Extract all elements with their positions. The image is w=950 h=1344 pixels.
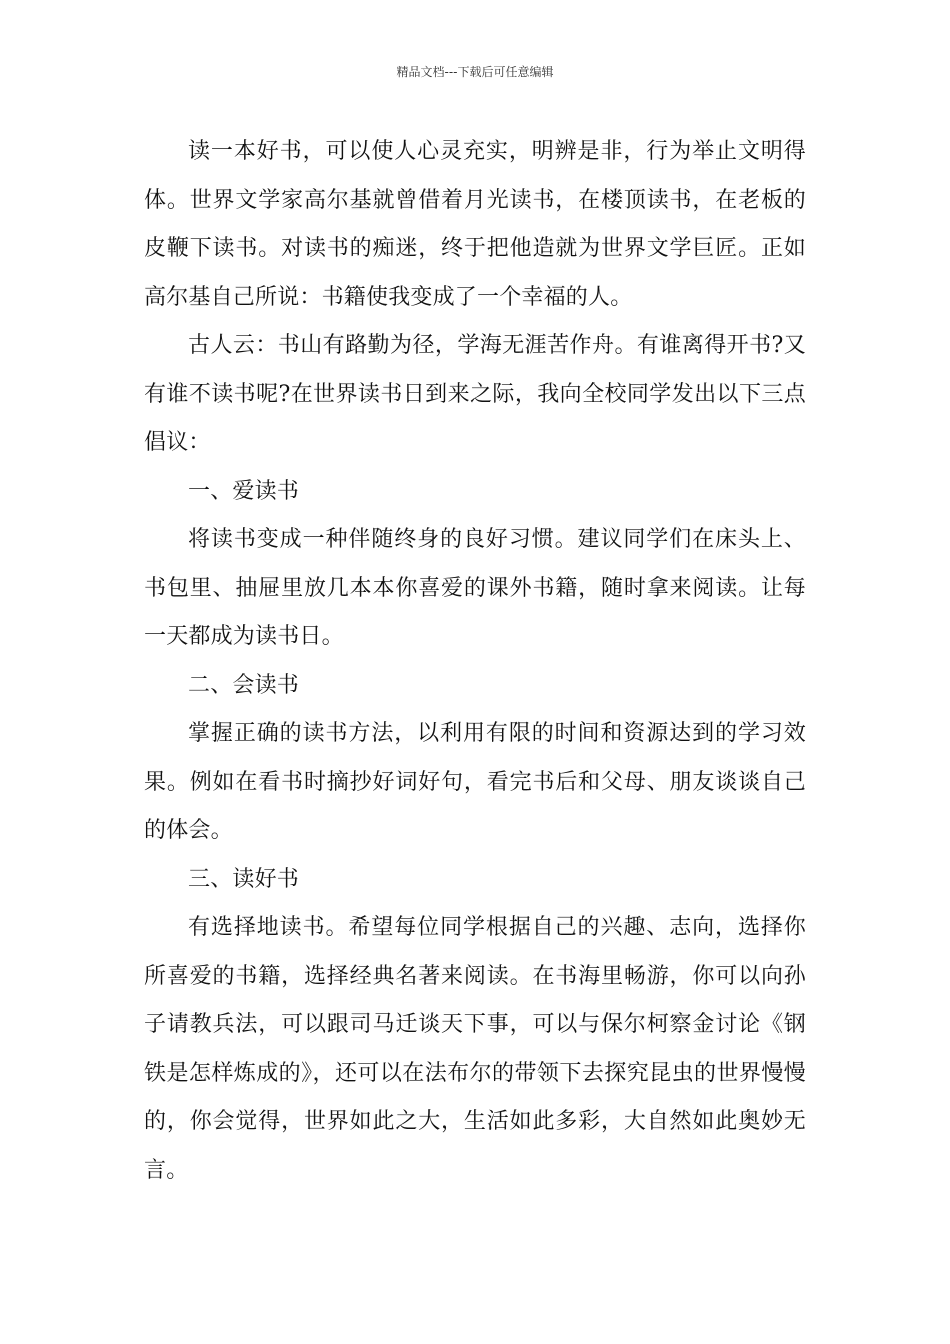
page-header: 精品文档---下载后可任意编辑: [396, 65, 554, 79]
paragraph-love-reading: 将读书变成一种伴随终身的良好习惯。建议同学们在床头上、书包里、抽屉里放几本本你喜爱的课外书籍，随时拿来阅读。让每一天都成为读书日。: [144, 527, 806, 649]
heading-read-well: 二、会读书: [188, 672, 300, 698]
document-body: [144, 128, 806, 1195]
paragraph-intro: 读一本好书，可以使人心灵充实，明辨是非，行为举止文明得体。世界文学家高尔基就曾借着月光读书，在楼顶读书，在老板的皮鞭下读书。对读书的痴迷，终于把他造就为世界文学巨匠。正如高尔基自己所说：书籍使我变成了一个幸福的人。: [144, 139, 806, 310]
paragraph-good-books: 有选择地读书。希望每位同学根据自己的兴趣、志向，选择你所喜爱的书籍，选择经典名著来阅读。在书海里畅游，你可以向孙子请教兵法，可以跟司马迁谈天下事，可以与保尔柯察金讨论《钢铁是怎样炼成的》，还可以在法布尔的带领下去探究昆虫的世界慢慢的，你会觉得，世界如此之大，生活如此多彩，大自然如此奥妙无言。: [144, 915, 806, 1183]
paragraph-proposal: 古人云：书山有路勤为径，学海无涯苦作舟。有谁离得开书?又有谁不读书呢?在世界读书日到来之际，我向全校同学发出以下三点倡议：: [144, 333, 806, 455]
heading-love-reading: 一、爱读书: [188, 478, 300, 504]
paragraph-read-well: 掌握正确的读书方法，以利用有限的时间和资源达到的学习效果。例如在看书时摘抄好词好句，看完书后和父母、朋友谈谈自己的体会。: [144, 721, 806, 843]
heading-good-books: 三、读好书: [188, 866, 300, 892]
